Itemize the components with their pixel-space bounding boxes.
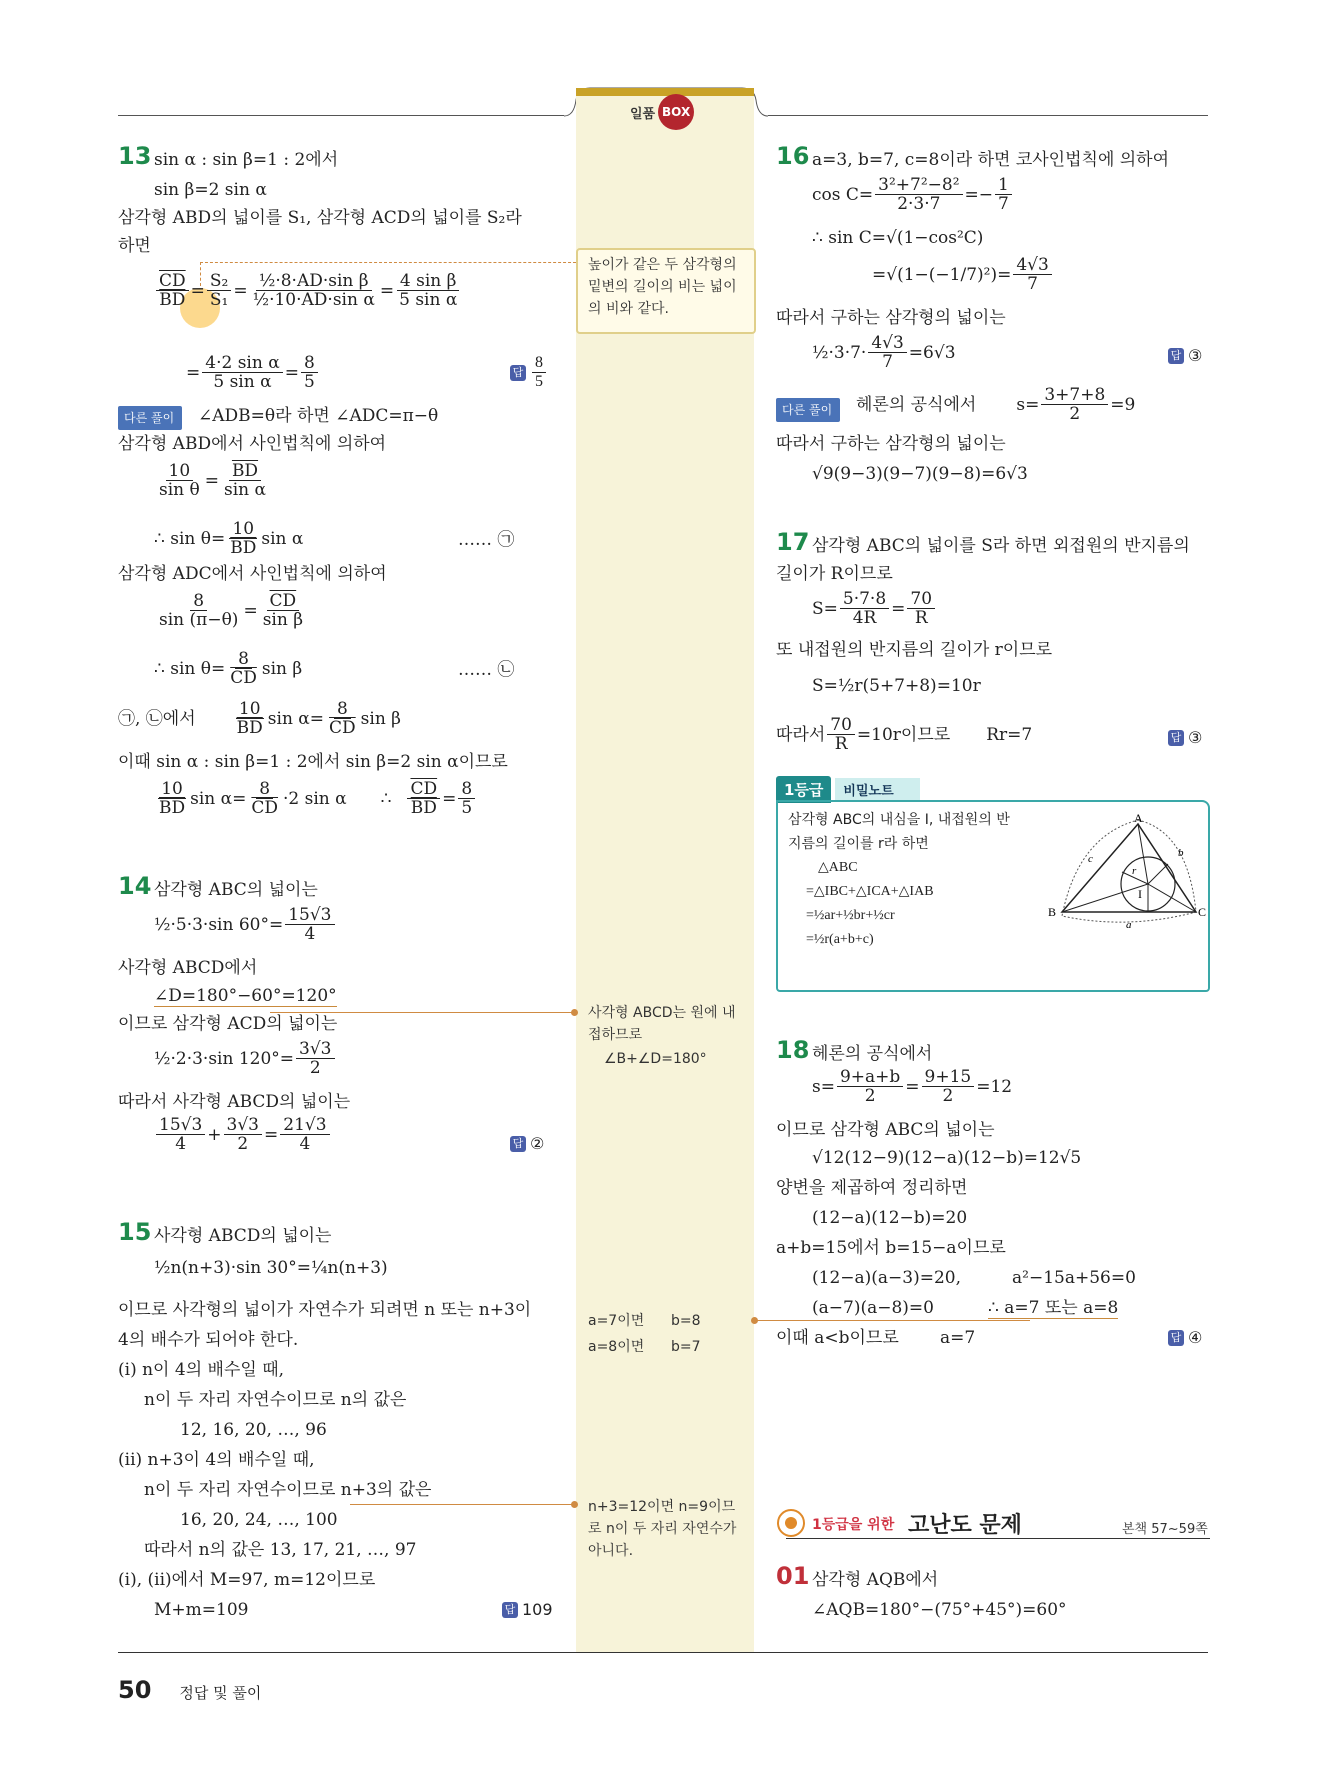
line: 따라서 구하는 삼각형의 넓이는 (776, 434, 1006, 454)
eq-text: sin α= (267, 708, 325, 729)
answer (510, 1134, 544, 1154)
marker: …… ㉠ (458, 530, 515, 550)
eq-text: =√(1−(−1/7)²)= (872, 264, 1012, 285)
header-badge-box: BOX (658, 94, 694, 130)
frac-den: 5 sin α (213, 372, 272, 392)
hard-ref: 본책 57~59쪽 (1122, 1522, 1208, 1537)
line: (i), (ii)에서 M=97, m=12이므로 (118, 1570, 376, 1590)
frac-num: $\overline{CD}$ (407, 780, 440, 799)
frac-den: CD (230, 668, 257, 688)
line: 이므로 삼각형 ABC의 넓이는 (776, 1120, 995, 1140)
equation: $\frac{10}{\text{sin θ}}$ = $\frac{\overline{BD}}{\text{sin α}}$ (154, 462, 271, 499)
frac-num: 10 (229, 520, 257, 539)
eq-text: ㉠, ㉡에서 (118, 708, 196, 729)
frac-den: 2 (942, 1086, 954, 1106)
frac-num: 8 (256, 780, 273, 799)
problem-number: 16 (776, 142, 810, 170)
answer-icon: 답 (510, 1136, 526, 1152)
frac-den: 2 (1069, 404, 1081, 424)
eq-text: ½·2·3·sin 120°= (154, 1048, 295, 1069)
line: 사각형 ABCD의 넓이는 (154, 1226, 332, 1246)
note-2b: ∠B+∠D=180° (604, 1051, 707, 1067)
equation: $\frac{\overline{CD}}{BD}$ = $\frac{\text{S₂}}{\text{S₁}}$ = $\frac{\text{½·8·AD·sin β}}{\text{½·10·AD·sin α}}$ = $\frac{\text{4 sin β}}{\text{5 sin α}}$ (154, 272, 462, 309)
line: (12−a)(a−3)=20, (812, 1268, 962, 1288)
label-C: C (1198, 905, 1207, 919)
secret-title: 비밀노트 (835, 778, 919, 801)
frac-den: CD (329, 718, 356, 738)
problem-number: 14 (118, 872, 152, 900)
line: √12(12−9)(12−a)(12−b)=12√5 (812, 1148, 1082, 1168)
line: ∠D=180°−60°=120° (154, 986, 337, 1006)
note-3b: a=8이면 b=7 (588, 1339, 701, 1355)
problem-17 (776, 526, 1210, 766)
answer-value: 109 (522, 1600, 553, 1619)
frac-num: 4√3 (868, 334, 906, 353)
frac-den: 5 (535, 373, 543, 390)
line: 12, 16, 20, …, 96 (180, 1420, 327, 1440)
line: ∠ADB=θ라 하면 ∠ADC=π−θ (198, 406, 439, 426)
frac-num: 15√3 (156, 1116, 205, 1135)
eq-text: =9 (1110, 394, 1136, 415)
eq-text: = (891, 598, 906, 619)
line: sin α : sin β=1 : 2에서 (154, 150, 339, 170)
equation (154, 1040, 337, 1077)
note-4: n+3=12이면 n=9이므로 n이 두 자리 자연수가 아니다. (588, 1499, 737, 1559)
footer-page-number: 50 (118, 1676, 152, 1704)
answer-icon: 답 (502, 1602, 518, 1618)
answer-icon: 답 (1168, 1330, 1184, 1346)
line: S=½r(5+7+8)=10r (812, 676, 981, 696)
line: 삼각형 ABC의 넓이는 (154, 880, 318, 900)
line: 또 내접원의 반지름의 길이가 r이므로 (776, 640, 1053, 660)
connector-dot (571, 1009, 578, 1016)
eq-text: ∴ (380, 788, 392, 809)
dashed-connector (200, 262, 576, 263)
frac-num: 3²+7²−8² (875, 176, 962, 195)
problem-number: 13 (118, 142, 152, 170)
equation (154, 520, 303, 557)
line: 삼각형 ABD의 넓이를 S₁, 삼각형 ACD의 넓이를 S₂라 (118, 208, 522, 228)
frac-num: 5·7·8 (840, 590, 889, 609)
line: a+b=15에서 b=15−a이므로 (776, 1238, 1006, 1258)
secret-line: =½r(a+b+c) (806, 932, 874, 947)
footer-title: 정답 및 풀이 (179, 1684, 262, 1702)
answer-icon: 답 (1168, 348, 1184, 364)
eq-text: ·2 sin α (283, 788, 347, 809)
frac-den: 7 (1027, 274, 1038, 294)
equation (776, 716, 1032, 753)
line: 이므로 삼각형 ACD의 넓이는 (118, 1014, 338, 1034)
frac-den: 7 (998, 194, 1009, 214)
top-rule (118, 115, 564, 116)
line: 따라서 사각형 ABCD의 넓이는 (118, 1092, 351, 1112)
frac-num: $\overline{BD}$ (229, 462, 261, 481)
frac-num: 3√3 (296, 1040, 334, 1059)
frac-den: 4R (852, 608, 877, 628)
frac-num: 8 (190, 592, 207, 611)
frac-num: 1 (995, 176, 1012, 195)
frac-den: 4 (175, 1134, 187, 1154)
line: 양변을 제곱하여 정리하면 (776, 1178, 968, 1198)
secret-note (776, 776, 1210, 992)
line: 하면 (118, 236, 151, 256)
equation (856, 386, 1135, 423)
eq-text: sin α (261, 528, 304, 549)
eq-text: =− (964, 184, 994, 205)
eq-text: 따라서 (776, 724, 826, 745)
label-I: I (1138, 887, 1142, 901)
answer-icon: 답 (510, 365, 526, 381)
footer-rule (118, 1652, 1208, 1653)
frac-den: sin α (224, 480, 266, 500)
problem-15 (118, 1216, 558, 1636)
eq-text: Rr=7 (986, 724, 1033, 745)
top-rule-right (768, 115, 1208, 116)
frac-den: 7 (882, 352, 893, 372)
frac-den: BD (159, 290, 186, 310)
line: 길이가 R이므로 (776, 564, 893, 584)
eq-text: ½·3·7· (812, 342, 867, 363)
header-badge (630, 94, 694, 130)
problem-number: 01 (776, 1562, 810, 1590)
label-b: b (1178, 847, 1184, 859)
label-r: r (1132, 865, 1137, 877)
marker: …… ㉡ (458, 660, 515, 680)
answer (1168, 728, 1202, 748)
frac-num: 8 (458, 780, 475, 799)
frac-num: 10 (236, 700, 264, 719)
line: 헤론의 공식에서 (812, 1044, 933, 1064)
problem-16 (776, 140, 1210, 500)
frac-den: BD (159, 798, 186, 818)
hard-title: 고난도 문제 (908, 1513, 1022, 1538)
problem-number: 18 (776, 1036, 810, 1064)
line: a=3, b=7, c=8이라 하면 코사인법칙에 의하여 (812, 150, 1170, 170)
frac-den: BD (236, 718, 263, 738)
note-1: 높이가 같은 두 삼각형의 밑변의 길이의 비는 넓이의 비와 같다. (588, 257, 737, 317)
frac-num: 10 (166, 462, 194, 481)
eq-text: sin β (360, 708, 402, 729)
frac-num: $\overline{CD}$ (156, 272, 189, 291)
frac-num: 21√3 (280, 1116, 329, 1135)
frac-den: sin θ (159, 480, 200, 500)
answer-value: ③ (1188, 346, 1203, 365)
eq-text: ∴ sin θ= (154, 658, 226, 679)
problem-01 (776, 1562, 1210, 1632)
line: 이때 a<b이므로 (776, 1328, 899, 1348)
frac-den: ½·10·AD·sin α (252, 290, 375, 310)
frac-num: 9+15 (922, 1068, 975, 1087)
label-B: B (1048, 905, 1057, 919)
problem-number: 15 (118, 1218, 152, 1246)
eq-text: = (442, 788, 457, 809)
connector-line (754, 1320, 1030, 1321)
eq-text: ∴ sin θ= (154, 528, 226, 549)
line: ∴ sin C=√(1−cos²C) (812, 228, 984, 248)
line: 사각형 ABCD에서 (118, 958, 258, 978)
problem-18 (776, 1034, 1210, 1354)
frac-num: S₂ (207, 272, 231, 291)
line: 16, 20, 24, …, 100 (180, 1510, 338, 1530)
frac-num: 4√3 (1013, 256, 1051, 275)
line: a²−15a+56=0 (1012, 1268, 1136, 1288)
frac-den: R (914, 608, 928, 628)
line: 따라서 n의 값은 13, 17, 21, …, 97 (144, 1540, 417, 1560)
frac-den: 2 (309, 1058, 321, 1078)
eq-text: s= (812, 1076, 835, 1097)
connector-dot (751, 1317, 758, 1324)
problem-13 (118, 140, 558, 840)
label-A: A (1134, 811, 1143, 825)
header-badge-text: 일품 (630, 106, 656, 122)
problem-14 (118, 870, 558, 1170)
sun-icon (776, 1508, 806, 1538)
line: (i) n이 4의 배수일 때, (118, 1360, 285, 1380)
frac-num: 8 (334, 700, 351, 719)
connector-line (270, 1012, 576, 1013)
frac-num: 4·2 sin α (202, 354, 282, 373)
equation: $\frac{8}{\sin (\pi-\theta)}$ = $\frac{\overline{CD}}{\text{sin β}}$ (154, 592, 308, 629)
alt-solution-tag: 다른 풀이 (118, 406, 182, 430)
connector-dot (571, 1501, 578, 1508)
frac-den: 4 (299, 1134, 311, 1154)
answer-icon: 답 (1168, 730, 1184, 746)
line: sin β=2 sin α (154, 180, 267, 200)
hard-header (776, 1504, 1210, 1540)
equation (154, 780, 477, 817)
label-c: c (1088, 853, 1093, 865)
eq-text: =6√3 (908, 342, 956, 363)
eq-text: s= (1016, 394, 1040, 415)
line: ½n(n+3)·sin 30°=¼n(n+3) (154, 1258, 388, 1278)
line: 삼각형 ADC에서 사인법칙에 의하여 (118, 564, 387, 584)
frac-den: CD (251, 798, 279, 818)
eq-text: 헤론의 공식에서 (856, 394, 977, 415)
equation (872, 256, 1054, 293)
label-a: a (1126, 919, 1132, 931)
frac-num: $\overline{CD}$ (267, 592, 300, 611)
frac-num: 15√3 (285, 906, 334, 925)
answer (510, 354, 548, 391)
line: ∴ a=7 또는 a=8 (988, 1298, 1119, 1318)
line: (ii) n+3이 4의 배수일 때, (118, 1450, 315, 1470)
eq-text: S= (812, 598, 838, 619)
secret-line: 지름의 길이를 r라 하면 (788, 836, 929, 852)
equation (118, 700, 401, 737)
line: 삼각형 ABC의 넓이를 S라 하면 외접원의 반지름의 (812, 536, 1190, 556)
answer-value: ③ (1188, 728, 1203, 747)
dashed-connector-vertical (200, 262, 201, 286)
frac-den: R (834, 734, 848, 754)
line: (12−a)(12−b)=20 (812, 1208, 968, 1228)
secret-line: =△IBC+△ICA+△IAB (806, 884, 934, 899)
line: 이때 sin α : sin β=1 : 2에서 sin β=2 sin α이므로 (118, 752, 508, 772)
eq-text: =12 (976, 1076, 1013, 1097)
connector-line (350, 1504, 576, 1505)
equation (812, 334, 956, 371)
frac-num: 10 (158, 780, 186, 799)
line: n이 두 자리 자연수이므로 n+3의 값은 (144, 1480, 432, 1500)
frac-den: sin (π−θ) (159, 610, 239, 630)
line: a=7 (940, 1328, 976, 1348)
line: √9(9−3)(9−7)(9−8)=6√3 (812, 464, 1028, 484)
frac-num: 70 (827, 716, 855, 735)
note-2a: 사각형 ABCD는 원에 내접하므로 (588, 1005, 736, 1043)
frac-num: ½·8·AD·sin β (256, 272, 372, 291)
line: M+m=109 (154, 1600, 249, 1620)
frac-num: 3+7+8 (1041, 386, 1108, 405)
frac-den: 2 (237, 1134, 249, 1154)
hard-prefix: 1등급을 위한 (812, 1517, 895, 1533)
note-3a: a=7이면 b=8 (588, 1313, 701, 1329)
answer (1168, 1328, 1202, 1348)
frac-num: 8 (532, 354, 546, 373)
line: n이 두 자리 자연수이므로 n의 값은 (144, 1390, 407, 1410)
secret-line: 삼각형 ABC의 내심을 I, 내접원의 반 (788, 812, 1010, 828)
eq-text: =10r이므로 (856, 724, 951, 745)
frac-den: BD (230, 538, 257, 558)
equation (812, 176, 1014, 213)
footer (118, 1676, 261, 1704)
frac-den: 5 (461, 798, 473, 818)
eq-text: cos C= (812, 184, 874, 205)
answer-value: ② (530, 1134, 545, 1153)
equation: s= $\frac{9+a+b}{2}$ = $\frac{9+15}{2}$ =12 (812, 1067, 1013, 1106)
frac-den: S₁ (209, 290, 229, 310)
frac-num: 9+a+b (837, 1068, 903, 1087)
frac-num: 8 (301, 354, 318, 373)
frac-num: 8 (235, 650, 252, 669)
line: 따라서 구하는 삼각형의 넓이는 (776, 308, 1006, 328)
secret-grade: 1등급 (776, 776, 831, 803)
equation (154, 906, 337, 943)
line: ∠AQB=180°−(75°+45°)=60° (812, 1600, 1067, 1620)
equation: $\frac{15√3}{4}$ + $\frac{3√3}{2}$ = $\frac{21√3}{4}$ (154, 1116, 332, 1153)
secret-line: △ABC (818, 860, 858, 875)
answer (502, 1600, 553, 1620)
frac-num: 70 (907, 590, 935, 609)
frac-den: BD (410, 798, 437, 818)
problem-number: 17 (776, 528, 810, 556)
answer (1168, 346, 1202, 366)
alt-solution-tag: 다른 풀이 (776, 398, 840, 422)
equation: = $\frac{\text{4·2 sin α}}{\text{5 sin α}}$ = $\frac{8}{5}$ (186, 354, 320, 391)
frac-den: 5 sin α (399, 290, 458, 310)
line: (a−7)(a−8)=0 (812, 1298, 934, 1318)
eq-text: sin α= (190, 788, 247, 809)
eq-text: ½·5·3·sin 60°= (154, 914, 284, 935)
frac-den: 4 (304, 924, 316, 944)
line: 삼각형 AQB에서 (812, 1570, 939, 1590)
line: 이므로 사각형의 넓이가 자연수가 되려면 n 또는 n+3이 (118, 1300, 532, 1320)
secret-grade-tab (776, 776, 920, 802)
frac-den: sin β (262, 610, 304, 630)
frac-den: 2·3·7 (897, 194, 941, 214)
equation (812, 590, 937, 627)
frac-den: 5 (303, 372, 315, 392)
eq-text: sin β (261, 658, 303, 679)
equation (154, 650, 302, 687)
line: 4의 배수가 되어야 한다. (118, 1330, 299, 1350)
frac-num: 3√3 (224, 1116, 262, 1135)
line: 삼각형 ABD에서 사인법칙에 의하여 (118, 434, 387, 454)
frac-num: 4 sin β (397, 272, 460, 291)
incircle-diagram (1038, 811, 1207, 942)
answer-value: ④ (1188, 1328, 1203, 1347)
secret-line: =½ar+½br+½cr (806, 908, 895, 923)
frac-den: 2 (864, 1086, 876, 1106)
